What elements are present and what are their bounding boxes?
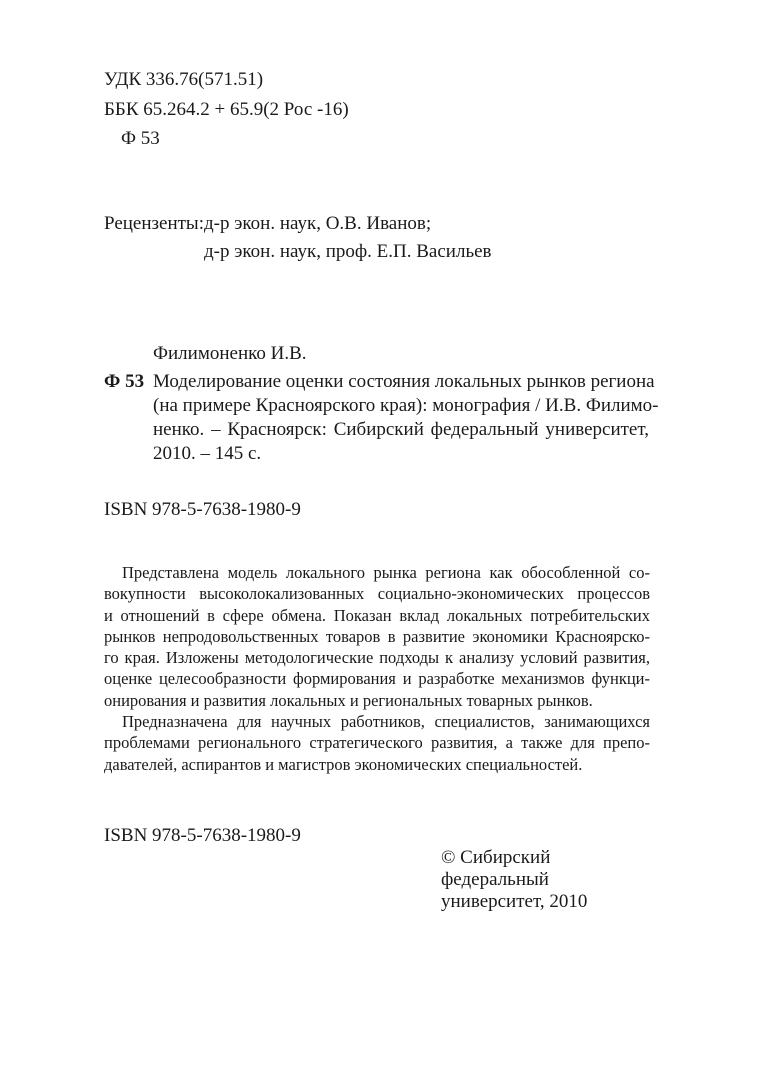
isbn-bottom: ISBN 978-5-7638-1980-9 [104, 825, 301, 846]
annotation-line: го края. Изложены методологические подходы к анализу условий развития, [104, 648, 650, 668]
bib-line: ненко. – Красноярск: Сибирский федеральный университет, [153, 419, 649, 440]
copyright-line-3: университет, 2010 [441, 891, 588, 912]
annotation-line: давателей, аспирантов и магистров экономических специальностей. [104, 754, 583, 774]
annotation-line: Представлена модель локального рынка региона как обособленной со- [122, 563, 650, 582]
annotation-line: оценке целесообразности формирования и разработке механизмов функци- [104, 669, 650, 689]
udk-code: УДК 336.76(571.51) [104, 69, 264, 90]
bib-author: Филимоненко И.В. [153, 343, 307, 364]
annotation-line: рынков непродовольственных товаров в развитие экономики Красноярско- [104, 626, 650, 646]
bib-line: Моделирование оценки состояния локальных рынков региона [153, 371, 655, 392]
copyright-line-1: © Сибирский [441, 847, 551, 868]
annotation-line: и отношений в сфере обмена. Показан вклад локальных потребительских [104, 605, 650, 625]
isbn-top: ISBN 978-5-7638-1980-9 [104, 499, 301, 520]
copyright-line-2: федеральный [441, 869, 549, 890]
reviewer-1: д-р экон. наук, О.В. Иванов; [204, 213, 432, 234]
bib-description [153, 370, 659, 466]
annotation-line: онирования и развития локальных и региональных товарных рынков. [104, 690, 593, 710]
annotation-line: Предназначена для научных работников, специалистов, занимающихся [122, 712, 650, 732]
annotation [104, 562, 650, 775]
annotation-line: проблемами регионального стратегического развития, а также для препо- [104, 733, 650, 753]
bib-line: (на примере Красноярского края): монография / И.В. Филимо- [153, 395, 659, 416]
reviewer-2: д-р экон. наук, проф. Е.П. Васильев [204, 241, 492, 262]
bib-mark: Ф 53 [104, 371, 145, 392]
reviewers-label: Рецензенты: [104, 213, 204, 234]
author-mark: Ф 53 [121, 128, 160, 149]
annotation-line: вокупности высоколокализованных социально-экономических процессов [104, 584, 650, 604]
bib-line: 2010. – 145 с. [153, 443, 262, 464]
bbk-code: ББК 65.264.2 + 65.9(2 Рос -16) [104, 99, 349, 120]
